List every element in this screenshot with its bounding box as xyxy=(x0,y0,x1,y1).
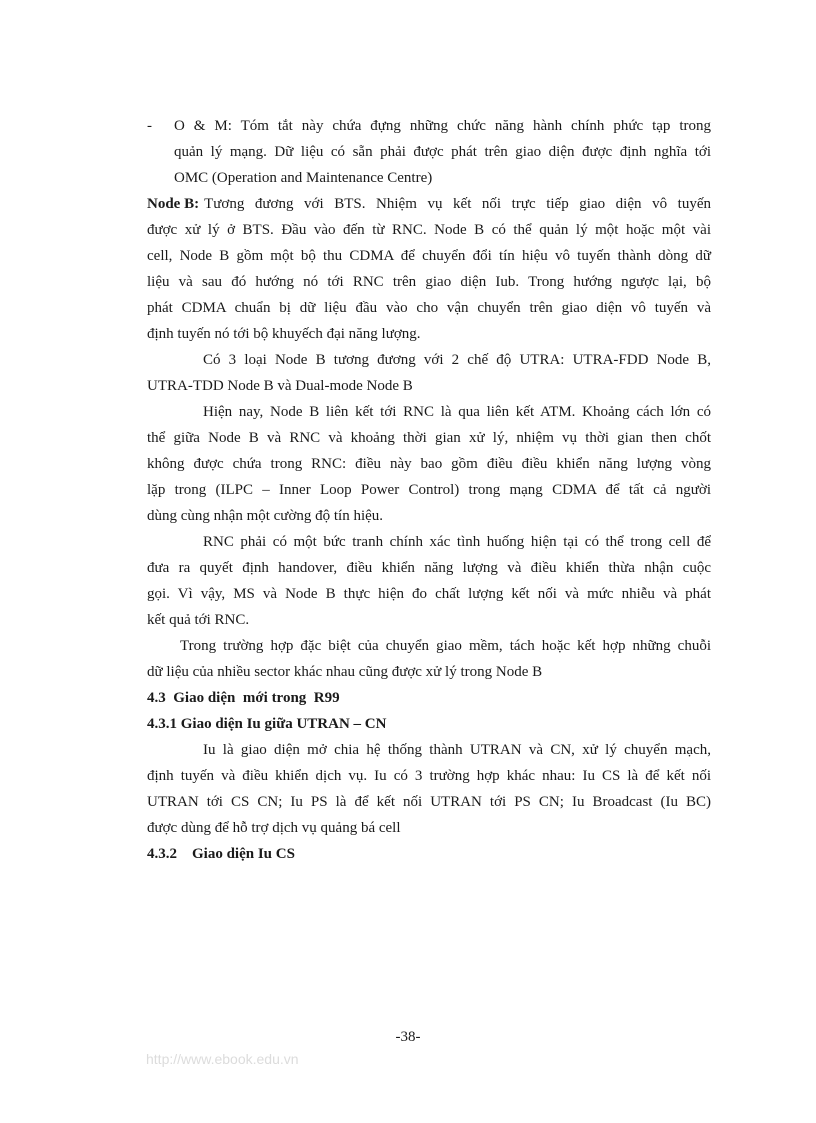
types-line-1: Có 3 loại Node B tương đương với 2 chế độ UTRA: UTRA-FDD Node B, xyxy=(203,352,711,368)
node-b-first-line xyxy=(147,194,711,214)
bullet-om-line-3: OMC (Operation and Maintenance Centre) xyxy=(174,170,433,186)
node-b-line-5: phát CDMA chuẩn bị dữ liệu đầu vào cho vận chuyển trên giao diện vô tuyến và xyxy=(147,300,711,316)
iu-line-2: định tuyến và điều khiển dịch vụ. Iu có 3 trường hợp khác nhau: Iu CS là để kết nối xyxy=(147,768,711,784)
node-b-line-4: liệu và sau đó hướng nó tới RNC trên giao diện Iub. Trong hướng ngược lại, bộ xyxy=(147,274,711,290)
node-b-line-3: cell, Node B gồm một bộ thu CDMA để chuyển đổi tín hiệu vô tuyến thành dòng dữ xyxy=(147,248,711,264)
heading-4-3-1: 4.3.1 Giao diện Iu giữa UTRAN – CN xyxy=(147,716,387,732)
node-b-line-6: định tuyến nó tới bộ khuyếch đại năng lượng. xyxy=(147,326,421,342)
atm-line-3: không được chứa trong RNC: điều này bao gồm điều điều khiển năng lượng vòng xyxy=(147,456,711,472)
heading-4-3: 4.3 Giao diện mới trong R99 xyxy=(147,690,340,706)
heading-4-3-2: 4.3.2 Giao diện Iu CS xyxy=(147,846,295,862)
node-b-line-1: Tương đương với BTS. Nhiệm vụ kết nối trực tiếp giao diện vô tuyến xyxy=(204,196,711,212)
atm-line-1: Hiện nay, Node B liên kết tới RNC là qua liên kết ATM. Khoảng cách lớn có xyxy=(203,404,711,420)
atm-line-2: thể giữa Node B và RNC và khoảng thời gian xử lý, nhiệm vụ thời gian then chốt xyxy=(147,430,711,446)
rnc-line-4: kết quả tới RNC. xyxy=(147,612,250,628)
bullet-marker: - xyxy=(147,118,152,134)
iu-line-4: được dùng để hỗ trợ dịch vụ quảng bá cell xyxy=(147,820,401,836)
soft-line-1: Trong trường hợp đặc biệt của chuyển giao mềm, tách hoặc kết hợp những chuỗi xyxy=(180,638,711,654)
soft-line-2: dữ liệu của nhiều sector khác nhau cũng được xử lý trong Node B xyxy=(147,664,543,680)
node-b-line-2: được xử lý ở BTS. Đầu vào đến từ RNC. Node B có thể quản lý một hoặc một vài xyxy=(147,222,711,238)
bullet-om-line-2: quản lý mạng. Dữ liệu có sẵn phải được phát trên giao diện được định nghĩa tới xyxy=(174,144,711,160)
node-b-label: Node B: xyxy=(147,196,200,212)
watermark-url: http://www.ebook.edu.vn xyxy=(146,1051,299,1067)
types-line-2: UTRA-TDD Node B và Dual-mode Node B xyxy=(147,378,413,394)
iu-line-3: UTRAN tới CS CN; Iu PS là để kết nối UTRAN tới PS CN; Iu Broadcast (Iu BC) xyxy=(147,794,711,810)
atm-line-4: lặp trong (ILPC – Inner Loop Power Control) trong mạng CDMA để tất cả người xyxy=(147,482,711,498)
bullet-om-line-1: O & M: Tóm tắt này chứa đựng những chức năng hành chính phức tạp trong xyxy=(174,118,711,134)
rnc-line-2: đưa ra quyết định handover, điều khiển năng lượng và điều khiển thừa nhận cuộc xyxy=(147,560,711,576)
page-number: -38- xyxy=(395,1029,421,1045)
rnc-line-3: gọi. Vì vậy, MS và Node B thực hiện đo chất lượng kết nối và mức nhiễu và phát xyxy=(147,586,711,602)
iu-line-1: Iu là giao diện mở chia hệ thống thành UTRAN và CN, xử lý chuyển mạch, xyxy=(203,742,711,758)
atm-line-5: dùng cùng nhận một cường độ tín hiệu. xyxy=(147,508,384,524)
rnc-line-1: RNC phải có một bức tranh chính xác tình huống hiện tại có thể trong cell để xyxy=(203,534,711,550)
